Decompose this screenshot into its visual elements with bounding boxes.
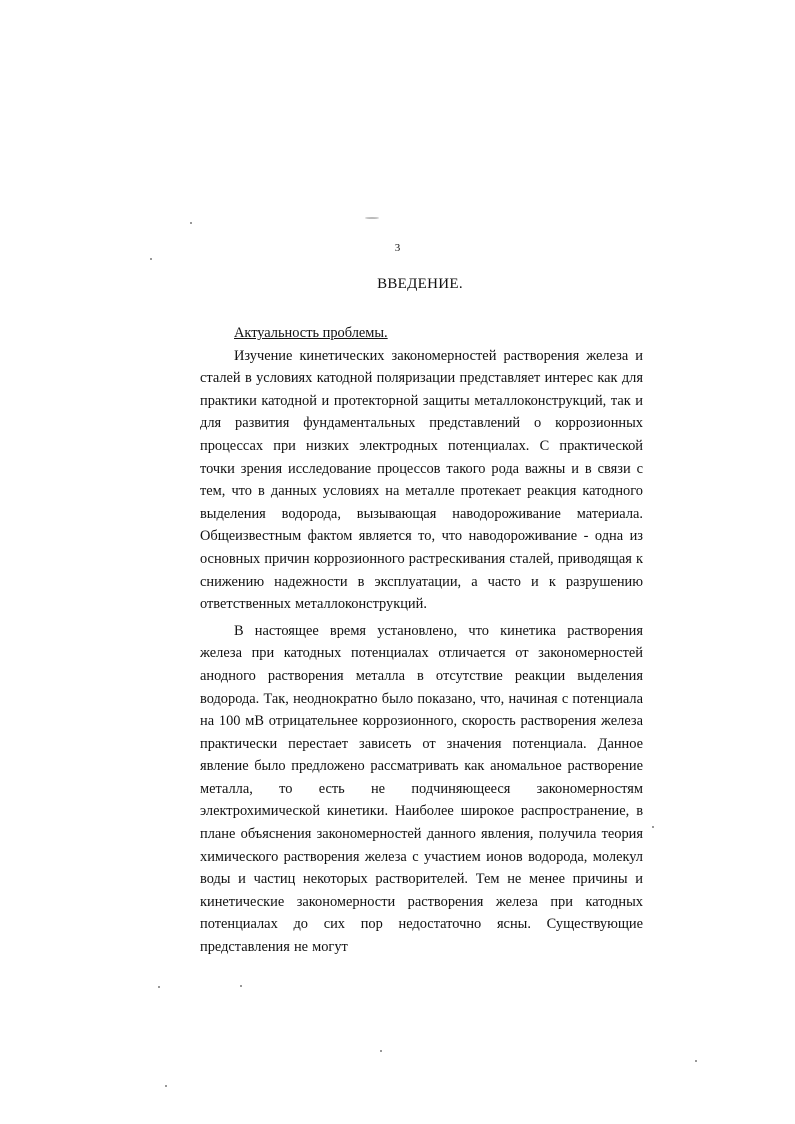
scan-speck [652,826,654,828]
scan-speck [365,217,379,219]
scan-speck [165,1085,167,1087]
paragraph: Изучение кинетических закономерностей растворения железа и сталей в условиях катодной поляризации представляет интерес как для практики катодной и протекторной защиты металлоконструкций, так и для развития фундаментальных представлений о коррозионных процессах при низких электродных потенциалах. С практической точки зрения исследование процессов такого рода важны и в связи с тем, что в данных условиях на металле протекает реакция катодного выделения водорода, вызывающая наводороживание материала. Общеизвестным фактом является то, что наводороживание - одна из основных причин коррозионного растрескивания сталей, приводящая к снижению надежности в эксплуатации, а часто и к разрушению ответственных металлоконструкций. [200,347,643,613]
scan-speck [380,1050,382,1052]
scan-speck [240,985,242,987]
page-number: 3 [394,242,401,254]
body-text [200,322,643,959]
scan-speck [190,222,192,224]
page-title: ВВЕДЕНИЕ. [377,276,463,292]
section-heading: Актуальность проблемы. [234,325,388,341]
scan-speck [158,986,160,988]
scan-speck [695,1060,697,1062]
scan-speck [150,258,152,260]
paragraph: В настоящее время установлено, что кинетика растворения железа при катодных потенциалах отличается от закономерностей анодного растворения металла в отсутствие реакции выделения водорода. Так, неоднократно было показано, что, начиная с потенциала на 100 мВ отрицательнее коррозионного, скорость растворения железа практически перестает зависеть от значения потенциала. Данное явление было предложено рассматривать как аномальное растворение металла, то есть не подчиняющееся закономерностям электрохимической кинетики. Наиболее широкое распространение, в плане объяснения закономерностей данного явления, получила теория химического растворения железа с участием ионов водорода, молекул воды и частиц некоторых растворителей. Тем не менее причины и кинетические закономерности растворения железа при катодных потенциалах до сих пор недостаточно ясны. Существующие представления не могут [200,622,643,956]
